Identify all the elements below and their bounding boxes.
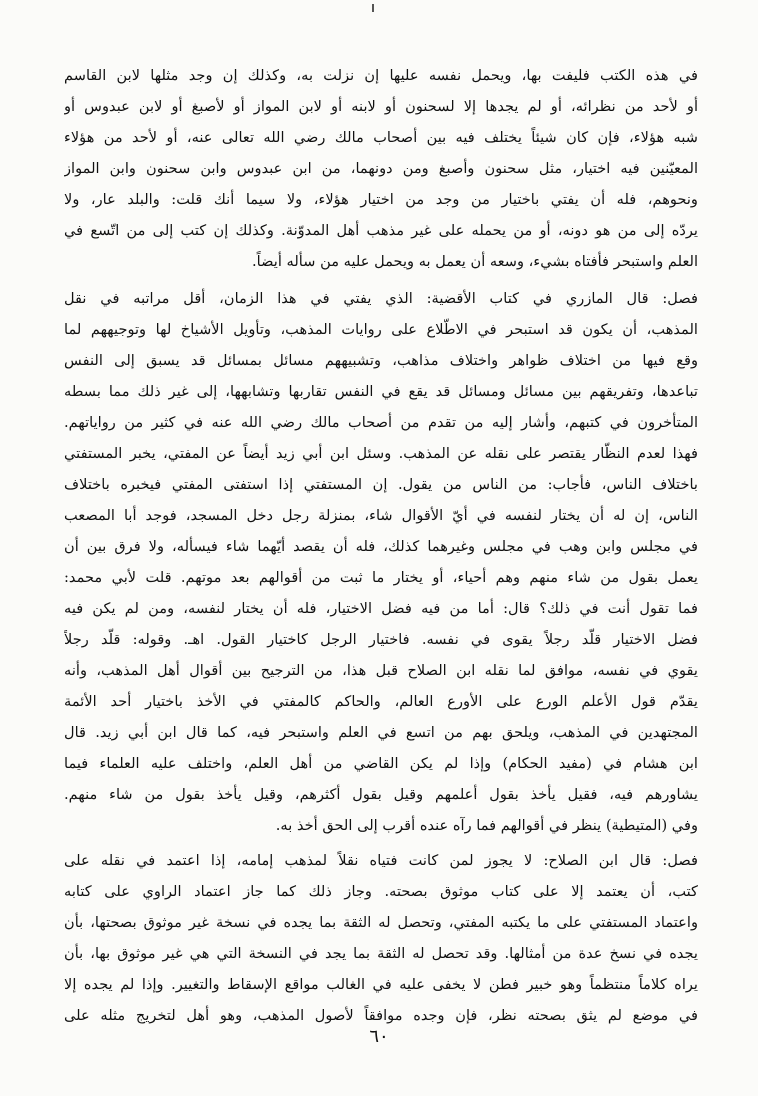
text-line: واعتماد المستفتي على ما يكتبه المفتي، وتحصل له الثقة بما يجده في نسخة غير موثوق بصحتها، بأن <box>64 914 698 931</box>
text-line: في موضع لم يثق بصحته نظر، فإن وجده موافقاً لأصول المذهب، وهو أهل لتخريج مثله على <box>64 1007 698 1024</box>
text-line: شبه هؤلاء، فإن كان شيئاً يختلف فيه بين أصحاب مالك رضي الله تعالى عنه، أو لأحد من هؤلاء <box>64 129 698 146</box>
text-line: المذهب، أن يكون قد استبحر في الاطّلاع على روايات المذهب، وتأويل الأشياخ لها وتوجيههم لما <box>64 321 698 338</box>
text-line: في مجلس وابن وهب في مجلس وغيرهما كذلك، فله أن يقصد أيّهما شاء فيسأله، ولا فرق بين أن <box>64 538 698 555</box>
text-line: فضل الاختيار قلّد رجلاً يقوى في نفسه. فاختيار الرجل كاختيار القول. اهـ. وقوله: قلّد رجلاً <box>64 631 698 648</box>
text-line: وقع فيها من اختلاف ظواهر واختلاف مذاهب، وتشبيههم مسائل بمسائل قد يسبق إلى النفس <box>64 352 698 369</box>
page-top-mark <box>372 4 374 12</box>
text-line: ابن هشام في (مفيد الحكام) وإذا لم يكن القاضي من أهل العلم، واختلف عليه العلماء فيما <box>64 755 698 772</box>
paragraph-3 <box>64 845 698 1031</box>
text-line: المعيّنين فيه اختيار، مثل سحنون وأصبغ ومن دونهما، من ابن عبدوس وابن سحنون وابن المواز <box>64 160 698 177</box>
text-line: فهذا لعدم النظّار يقتصر على نقله عن المذهب. وسئل ابن أبي زيد أيضاً عن المفتي، يخبر المستفتي <box>64 445 698 462</box>
text-line: فصل: قال ابن الصلاح: لا يجوز لمن كانت فتياه نقلاً لمذهب إمامه، إذا اعتمد في نقله على <box>64 852 698 869</box>
text-line: تباعدها، وتفريقهم بين مسائل ومسائل قد يقع في النفس تقاربها وتشابهها، إلى غير ذلك مما بسطه <box>64 383 698 400</box>
body-text <box>64 60 698 1031</box>
text-line: المتأخرون في كتبهم، وأشار إليه من تقدم من أصحاب مالك رضي الله عنه في كثير من رواياتهم. <box>64 414 698 431</box>
text-line: يجده في نسخ عدة من أمثالها. وقد تحصل له الثقة بما يجد في النسخة التي هي غير موثوق بها، بأن <box>64 945 698 962</box>
text-line: يردّه إلى من هو دونه، أو من يحمله على غير مذهب أهل المدوّنة. وكذلك إن كتب إلى من اتّسع في <box>64 222 698 239</box>
text-line: في هذه الكتب فليفت بها، ويحمل نفسه عليها إن نزلت به، وكذلك إن وجد مثلها لابن القاسم <box>64 67 698 84</box>
text-line: المجتهدين في المذهب، ويلحق بهم من اتسع في العلم واستبحر فيه، كما قال ابن أبي زيد. قال <box>64 724 698 741</box>
text-line: يقدّم قول الأعلم الورع على الأورع العالم، والحاكم كالمفتي في الأخذ باختيار أحد الأئمة <box>64 693 698 710</box>
text-line: فصل: قال المازري في كتاب الأقضية: الذي يفتي في هذا الزمان، أقل مراتبه في نقل <box>64 290 698 307</box>
text-line: العلم واستبحر فأفتاه بشيء، وسعه أن يعمل به ويحمل عليه من سأله أيضاً. <box>252 253 698 270</box>
text-line: ونحوهم، فله أن يفتي باختيار من وجد من اختيار هؤلاء، ولا سيما أنك قلت: والبلد عار، ولا <box>64 191 698 208</box>
page-number: ٦٠ <box>369 1026 389 1047</box>
text-line: يشاورهم فيه، فقيل يأخذ بقول أعلمهم وقيل بقول أكثرهم، وقيل يأخذ بقول من شاء منهم. <box>64 786 698 803</box>
text-line: الناس، إن له أن يختار لنفسه في أيّ الأقوال شاء، بمنزلة رجل دخل المسجد، فوجد أبا المصعب <box>64 507 698 524</box>
text-line: يقوي في نفسه، موافق لما نقله ابن الصلاح قبل هذا، من الترجيح بين أقوال أهل المذهب، وأنه <box>64 662 698 679</box>
text-line: فما تقول أنت في ذلك؟ قال: أما من فيه فضل الاختيار، فله أن يختار لنفسه، ومن لم يكن فيه <box>64 600 698 617</box>
text-line: وفي (المتيطية) ينظر في أقوالهم فما رآه عنده أقرب إلى الحق أخذ به. <box>275 817 698 834</box>
text-line: أو لأحد من نظرائه، أو لم يجدها إلا لسحنون أو لابنه أو لابن المواز أو لأصبغ أو لابن عبدوس أو <box>64 98 698 115</box>
paragraph-2 <box>64 283 698 841</box>
text-line: كتب، أن يعتمد إلا على كتاب موثوق بصحته. وجاز ذلك كما جاز اعتماد الراوي على كتابه <box>64 883 698 900</box>
text-line: يراه كلاماً منتظماً وهو خبير فطن لا يخفى عليه في الغالب مواقع الإسقاط والتغيير. وإذا لم يجده إلا <box>64 976 698 993</box>
text-line: باختلاف الناس، فأجاب: من الناس من يقول. إن المستفتي إذا استفتى المفتي فيخبره باختلاف <box>64 476 698 493</box>
paragraph-1 <box>64 60 698 277</box>
text-line: يعمل بقول من شاء منهم وهم أحياء، أو يختار ما ثبت من أقوالهم بعد موتهم. قلت لأبي محمد: <box>64 569 698 586</box>
